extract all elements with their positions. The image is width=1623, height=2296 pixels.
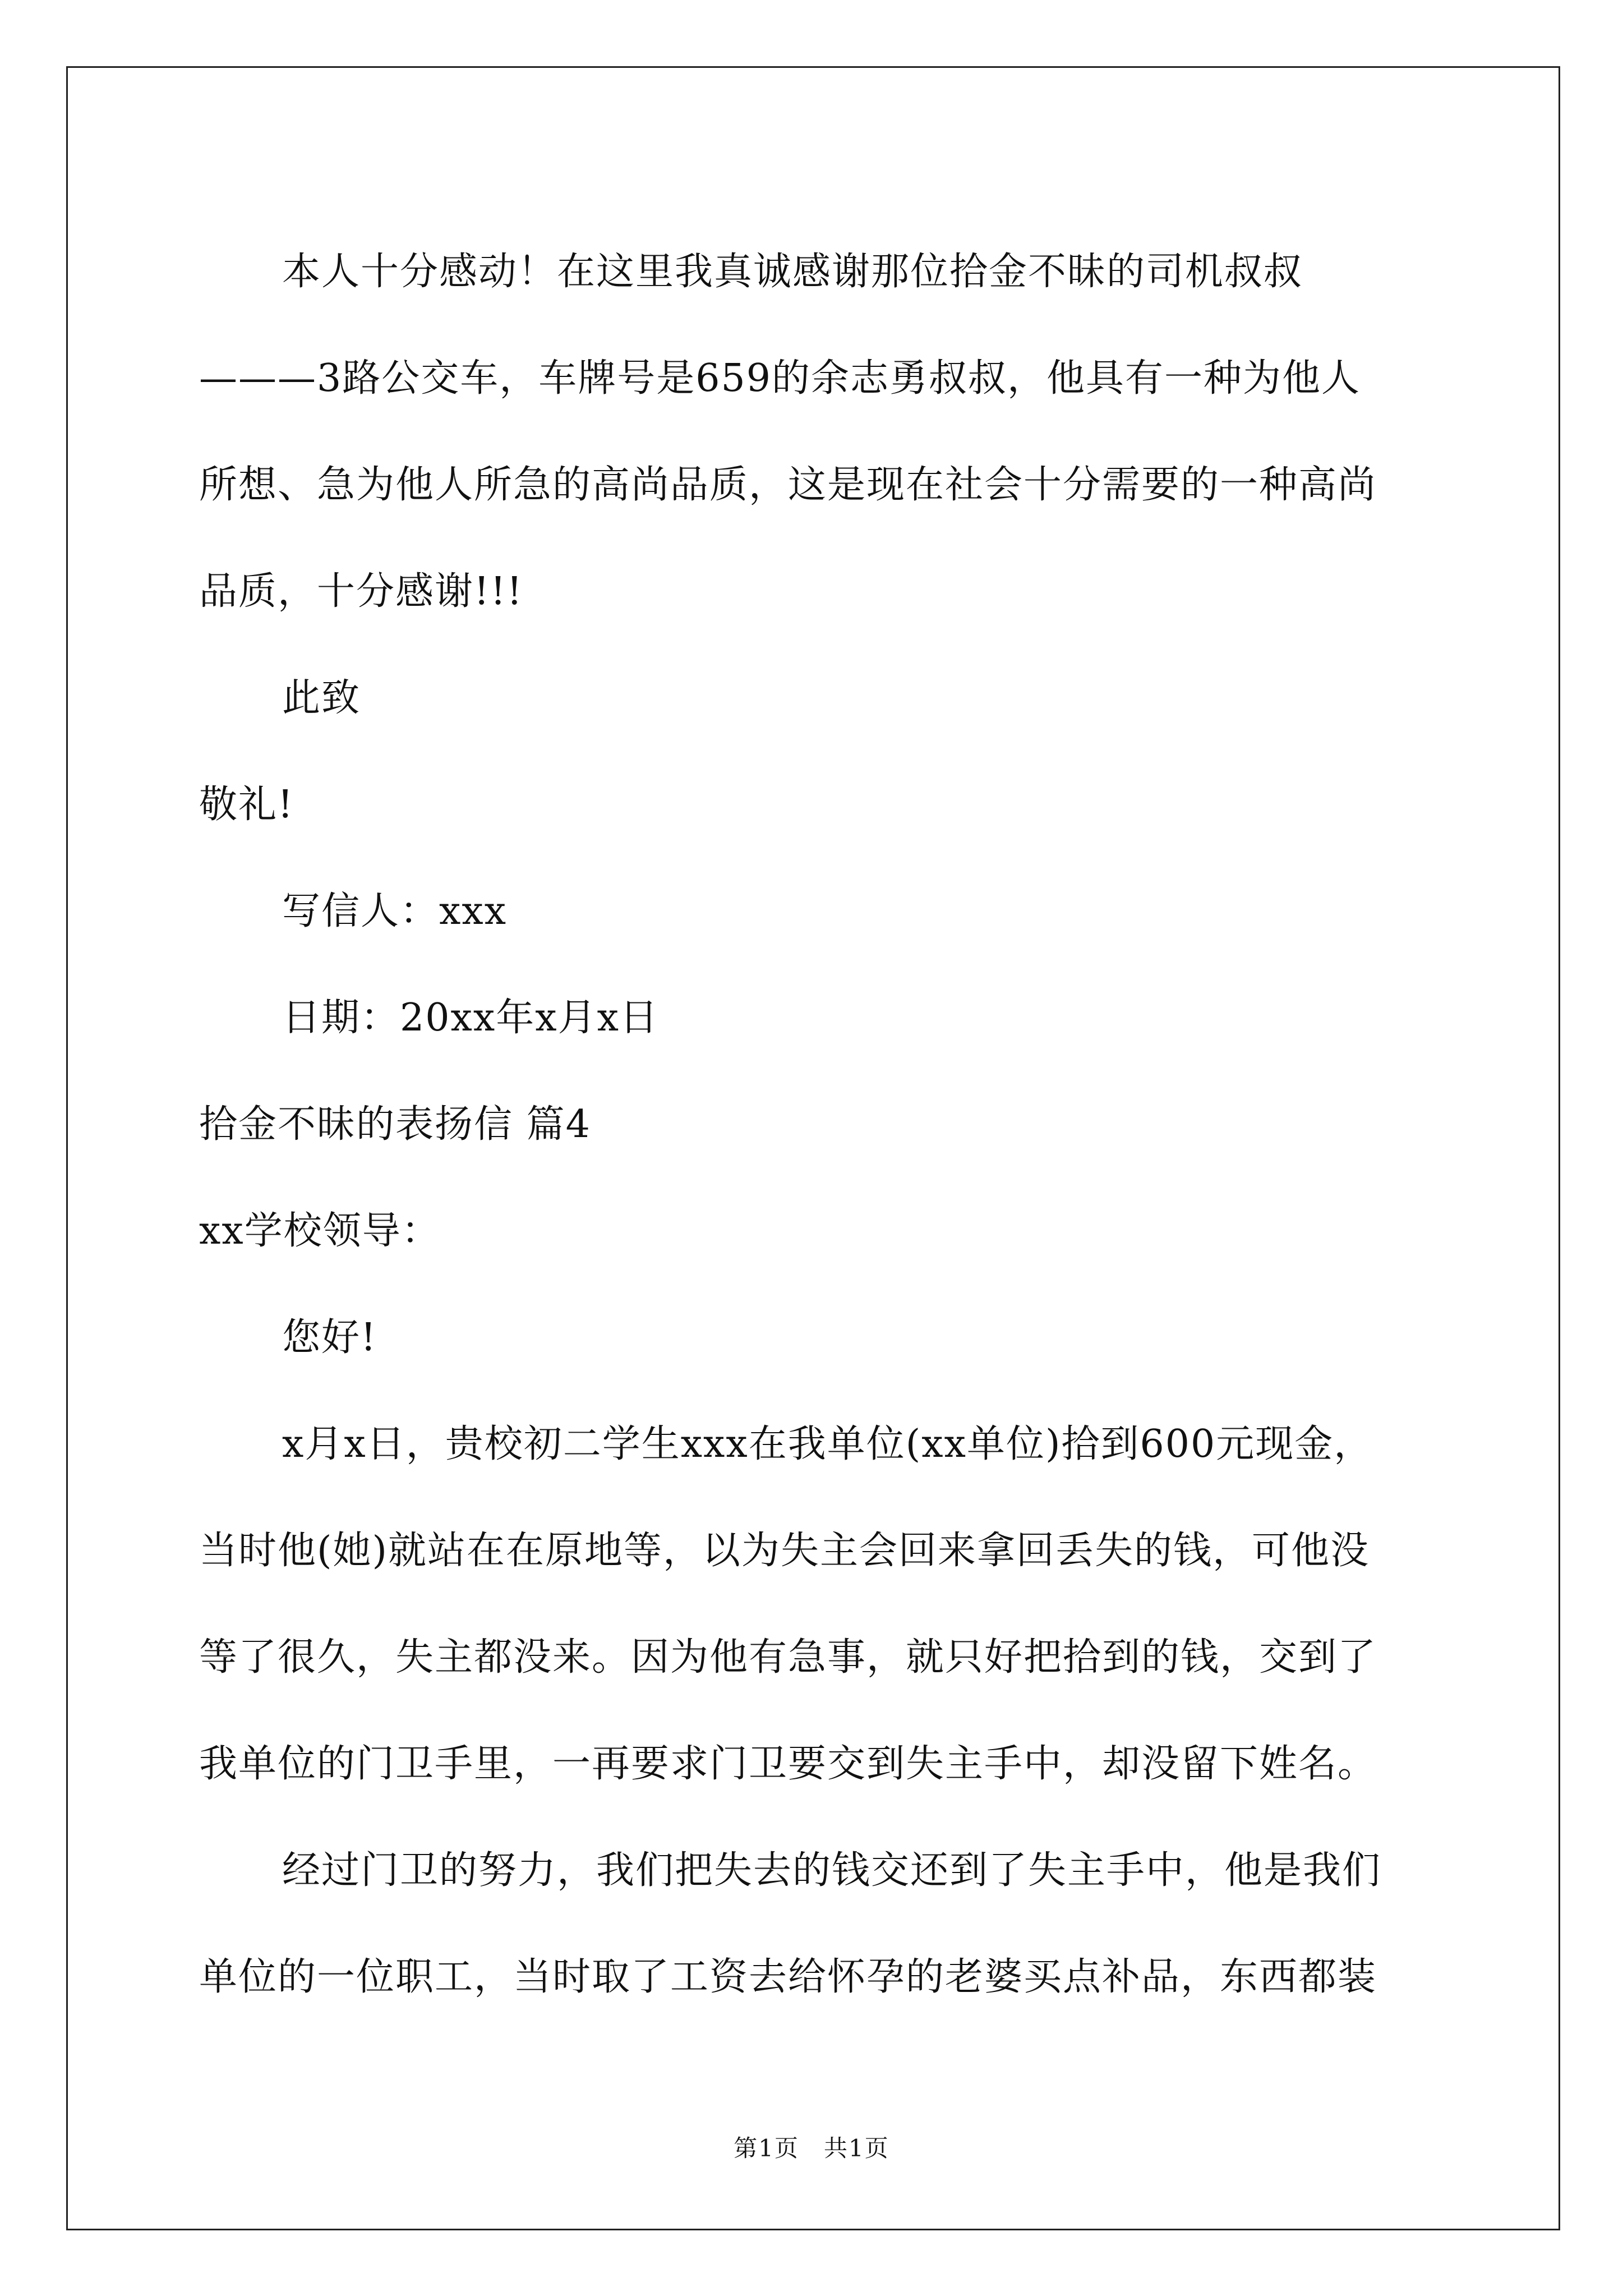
paragraph-line: x月x日，贵校初二学生xxx在我单位(xx单位)拾到600元现金， [282,1422,1373,1466]
paragraph-line: 品质，十分感谢!!! [199,569,523,614]
letter-recipient: xx学校领导： [199,1209,441,1253]
paragraph-line: ———3路公交车，车牌号是659的余志勇叔叔，他具有一种为他人 [199,356,1361,401]
paragraph-line: 等了很久，失主都没来。因为他有急事，就只好把拾到的钱，交到了 [199,1635,1377,1680]
paragraph-line: 我单位的门卫手里，一再要求门卫要交到失主手中，却没留下姓名。 [199,1742,1377,1786]
paragraph-line: 当时他(她)就站在在原地等，以为失主会回来拿回丢失的钱，可他没 [199,1529,1370,1573]
document-body [199,219,1433,2031]
closing-salutation: 此致 [282,676,361,720]
paragraph-line: 单位的一位职工，当时取了工资去给怀孕的老婆买点补品，东西都装 [199,1955,1377,1999]
page-number-footer: 第1页 共1页 [734,2134,889,2162]
paragraph-line: 所想、急为他人所急的高尚品质，这是现在社会十分需要的一种高尚 [199,463,1377,507]
letter-date: 日期：20xx年x月x日 [282,996,659,1040]
paragraph-line: 经过门卫的努力，我们把失去的钱交还到了失主手中，他是我们 [282,1848,1382,1893]
letter-greeting: 您好! [282,1315,377,1360]
paragraph-line: 本人十分感动！在这里我真诚感谢那位拾金不昧的司机叔叔 [282,250,1303,294]
section-heading: 拾金不昧的表扬信 篇4 [199,1102,591,1147]
closing-regards: 敬礼! [199,783,294,827]
letter-writer: 写信人：xxx [282,889,508,933]
